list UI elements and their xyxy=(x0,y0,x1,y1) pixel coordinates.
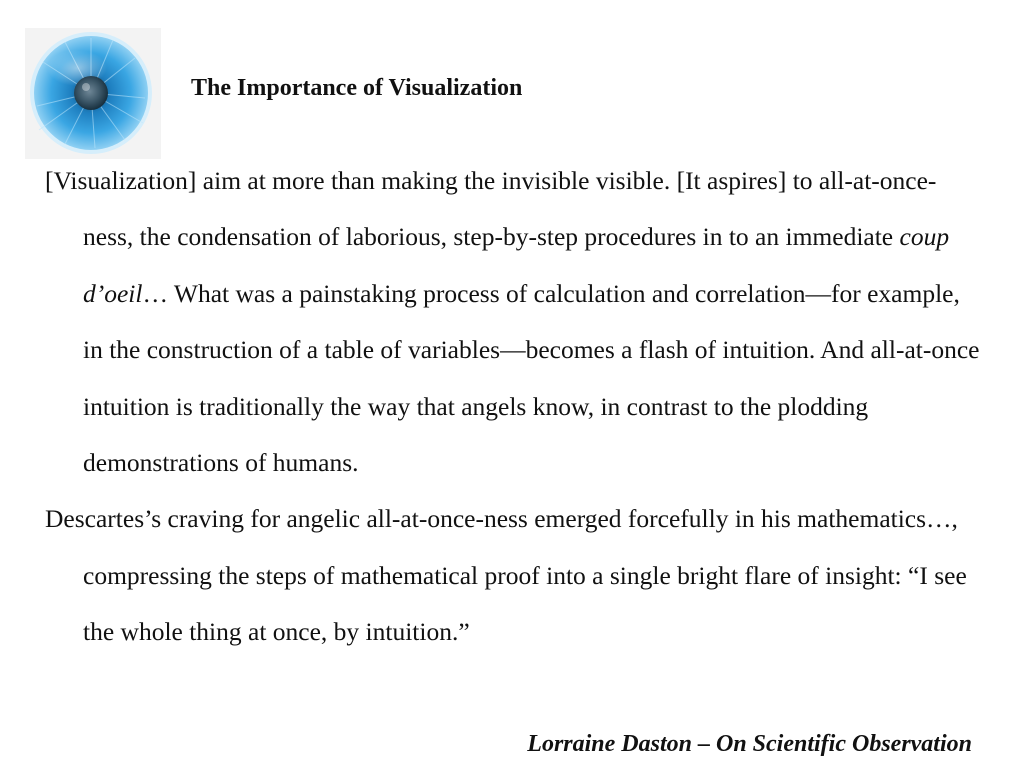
attribution: Lorraine Daston – On Scientific Observation xyxy=(527,731,972,757)
quote-paragraph-1-text-continued: … What was a painstaking process of calculation and correlation—for example, in the construction of a table of variables—becomes a flash of intuition. And all-at-once intuition is traditionally the way that angels know, in contrast to the plodding demonstrations of humans. xyxy=(83,278,980,478)
eye-logo xyxy=(25,28,161,159)
quote-body xyxy=(45,153,985,661)
quote-paragraph-1-text: [Visualization] aim at more than making the invisible visible. [It aspires] to all-at-once-ness, the condensation of laborious, step-by-step procedures in to an immediate xyxy=(45,166,937,252)
slide-title: The Importance of Visualization xyxy=(191,75,523,101)
quote-paragraph-1 xyxy=(45,153,985,491)
quote-italic-phrase: coup d’oeil xyxy=(83,222,950,308)
quote-paragraph-2: Descartes’s craving for angelic all-at-once-ness emerged forcefully in his mathematics…, compressing the steps of mathematical proof into a single bright flare of insight: “I see the whole thing at once, by intuition.” xyxy=(45,504,967,647)
eye-iris-icon xyxy=(25,28,161,159)
